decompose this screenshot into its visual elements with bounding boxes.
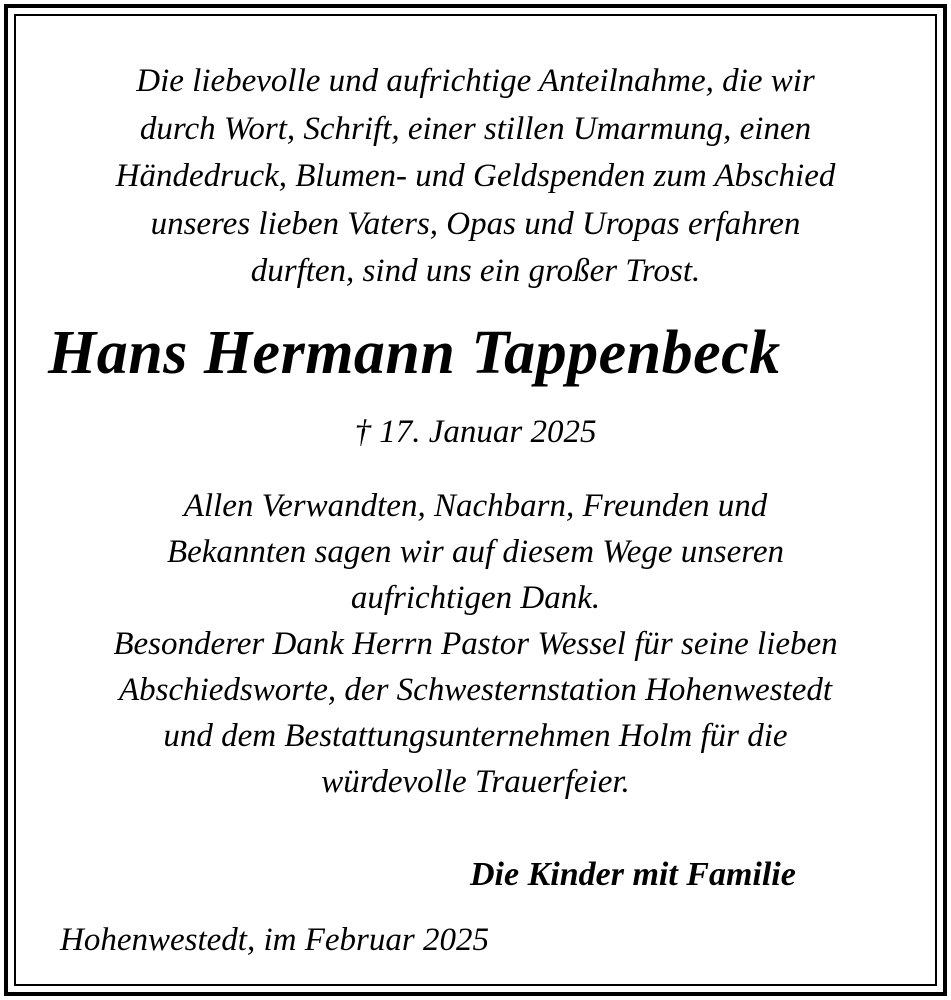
thanks-paragraph [18,483,933,805]
intro-line: unseres lieben Vaters, Opas und Uropas erfahren [150,205,801,242]
thanks-line: Bekannten sagen wir auf diesem Wege unseren [166,534,785,570]
place-date: Hohenwestedt, im Februar 2025 [60,922,489,958]
intro-line: Die liebevolle und aufrichtige Anteilnahme, die wir [136,63,815,99]
thanks-line: Besonderer Dank Herrn Pastor Wessel für seine lieben [113,626,838,662]
intro-line: durch Wort, Schrift, einer stillen Umarmung, einen [139,110,812,147]
thanks-line: aufrichtigen Dank. [350,580,601,616]
intro-line: Händedruck, Blumen- und Geldspenden zum Abschied [115,158,836,194]
signature: Die Kinder mit Familie [470,856,796,893]
thanks-line: Allen Verwandten, Nachbarn, Freunden und [183,488,768,524]
thanks-line: würdevolle Trauerfeier. [321,764,630,800]
thanks-line: Abschiedsworte, der Schwesternstation Hohenwestedt [118,672,833,708]
intro-line: durften, sind uns ein großer Trost. [250,253,701,289]
intro-paragraph [18,58,933,296]
thanks-line: und dem Bestattungsunternehmen Holm für die [163,718,788,754]
deceased-name: Hans Hermann Tappenbeck [48,319,781,387]
obituary-notice [18,18,933,984]
date-of-death: † 17. Januar 2025 [354,414,597,450]
